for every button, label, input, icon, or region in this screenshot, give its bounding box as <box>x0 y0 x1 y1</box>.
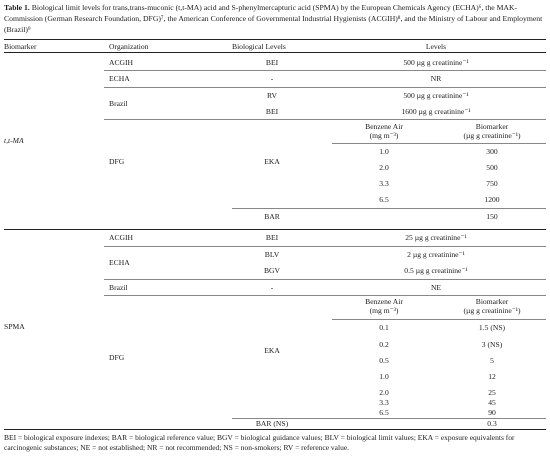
spma-echa-blv-type: BLV <box>264 250 280 259</box>
header-biological-levels: Biological Levels <box>232 42 286 51</box>
row-divider <box>104 295 546 296</box>
ttma-col1-unit: (mg m⁻³) <box>369 131 399 140</box>
section-rule <box>4 229 546 230</box>
table-caption <box>4 2 546 35</box>
biomarker-spma: SPMA <box>4 322 25 331</box>
spma-air-value: 1.0 <box>379 372 389 381</box>
header-organization: Organization <box>109 42 149 51</box>
ttma-echa-type: - <box>270 74 274 83</box>
spma-air-value: 2.0 <box>379 388 389 397</box>
spma-col2-title: Biomarker <box>475 297 509 306</box>
spma-brazil-value: NE <box>430 283 442 292</box>
biomarker-ttma: t,t-MA <box>4 136 24 145</box>
ttma-bar-type: BAR <box>264 212 280 221</box>
spma-bio-value: 25 <box>488 388 496 397</box>
spma-col1-unit: (mg m⁻³) <box>369 306 399 315</box>
row-divider <box>104 279 546 280</box>
ttma-col2-unit: (µg g creatinine⁻¹) <box>463 131 521 140</box>
ttma-air-value: 2.0 <box>379 163 389 172</box>
row-divider <box>104 119 546 120</box>
spma-air-value: 0.5 <box>379 356 389 365</box>
spma-bio-value: 3 (NS) <box>481 340 503 349</box>
bottom-rule <box>4 429 546 430</box>
spma-echa-blv-value: 2 µg g creatinine⁻¹ <box>407 250 465 259</box>
ttma-bio-value: 300 <box>486 147 498 156</box>
spma-brazil-org: Brazil <box>109 283 128 292</box>
ttma-air-value: 3.3 <box>379 179 389 188</box>
spma-acgih-type: BEI <box>265 233 279 242</box>
ttma-air-value: 1.0 <box>379 147 389 156</box>
ttma-echa-value: NR <box>430 74 442 83</box>
ttma-acgih-org: ACGIH <box>109 58 134 67</box>
header-levels: Levels <box>425 42 447 51</box>
ttma-bio-value: 1200 <box>484 195 500 204</box>
spma-air-value: 3.3 <box>379 398 389 407</box>
header-rule <box>4 52 546 53</box>
ttma-brazil-org: Brazil <box>109 99 128 108</box>
spma-echa-bgv-value: 0.5 µg g creatinine⁻¹ <box>404 266 468 275</box>
spma-bio-value: 12 <box>488 372 496 381</box>
row-divider <box>104 70 546 71</box>
spma-col1-title: Benzene Air <box>365 297 403 306</box>
ttma-brazil-bei-type: BEI <box>265 107 279 116</box>
spma-acgih-org: ACGIH <box>109 233 134 242</box>
spma-air-value: 0.2 <box>379 340 389 349</box>
table-footnote: BEI = biological exposure indexes; BAR = biological reference value; BGV = biological guidance values; BLV = biological limit values; EKA = exposure equivalents for carcinogenic substances; NE = not established; NR = not recommended; NS = non-smokers; RV = reference value. <box>4 433 515 452</box>
spma-echa-org: ECHA <box>109 258 130 267</box>
spma-bio-value: 1.5 (NS) <box>478 323 506 332</box>
row-divider <box>104 246 546 247</box>
row-divider <box>104 87 546 88</box>
ttma-dfg-eka: EKA <box>264 157 280 166</box>
top-rule <box>4 39 546 40</box>
ttma-bio-value: 500 <box>486 163 498 172</box>
ttma-bar-value: 150 <box>486 212 498 221</box>
ttma-echa-org: ECHA <box>109 74 130 83</box>
ttma-col1-title: Benzene Air <box>365 122 403 131</box>
spma-brazil-type: - <box>270 283 274 292</box>
row-divider <box>332 143 546 144</box>
spma-bar-type: BAR (NS) <box>255 419 289 428</box>
ttma-acgih-type: BEI <box>265 58 279 67</box>
header-biomarker: Biomarker <box>4 42 37 51</box>
spma-acgih-value: 25 µg g creatinine⁻¹ <box>405 233 467 242</box>
spma-bio-value: 90 <box>488 408 496 417</box>
spma-bio-value: 45 <box>488 398 496 407</box>
ttma-air-value: 6.5 <box>379 195 389 204</box>
ttma-brazil-bei-value: 1600 µg g creatinine⁻¹ <box>401 107 471 116</box>
ttma-dfg-org: DFG <box>109 157 125 166</box>
caption-text: Biological limit levels for trans,trans-muconic (t,t-MA) acid and S-phenylmercapturic acid (SPMA) by the European Chemicals Agency (ECHA)⁶, the MAK-Commission (German Research Foundation, DFG)⁷, the American Conference of Governmental Industrial Hygienists (ACGIH)⁸, and the Ministry of Labour and Employment (Brazil)⁹ <box>4 3 543 34</box>
spma-col2-unit: (µg g creatinine⁻¹) <box>463 306 521 315</box>
row-divider <box>232 208 546 209</box>
ttma-col2-title: Biomarker <box>475 122 509 131</box>
spma-bar-value: 0.3 <box>487 419 497 428</box>
spma-air-value: 6.5 <box>379 408 389 417</box>
ttma-brazil-rv-type: RV <box>267 91 277 100</box>
row-divider <box>332 319 546 320</box>
caption-label: Table 1. <box>4 3 30 12</box>
spma-echa-bgv-type: BGV <box>263 266 281 275</box>
spma-bio-value: 5 <box>490 356 494 365</box>
spma-dfg-eka: EKA <box>264 346 280 355</box>
ttma-bio-value: 750 <box>486 179 498 188</box>
spma-dfg-org: DFG <box>109 353 125 362</box>
ttma-acgih-value: 500 µg g creatinine⁻¹ <box>403 58 469 67</box>
ttma-brazil-rv-value: 500 µg g creatinine⁻¹ <box>403 91 469 100</box>
spma-air-value: 0.1 <box>379 323 389 332</box>
